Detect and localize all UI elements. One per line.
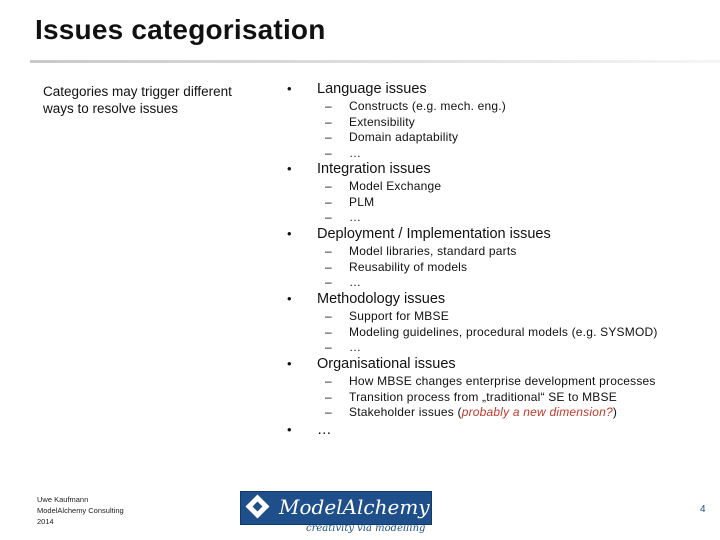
sub-item-suffix: ) xyxy=(612,405,618,419)
sub-item-base-text: Support for MBSE xyxy=(349,309,449,323)
sub-item-base-text: Modeling guidelines, procedural models (e.g. SYSMOD) xyxy=(349,324,658,339)
sub-item-base-text: Extensibility xyxy=(349,114,415,129)
slide-title: Issues categorisation xyxy=(35,14,326,45)
sub-item xyxy=(0,244,720,260)
sub-item xyxy=(0,340,720,356)
sub-item-text xyxy=(349,275,361,289)
author-company: ModelAlchemy Consulting xyxy=(37,506,124,515)
sub-item xyxy=(0,115,720,131)
sub-item-base-text: PLM xyxy=(349,194,375,209)
dash-icon: – xyxy=(325,389,332,404)
category-label: Language issues xyxy=(317,81,427,97)
sub-item-text xyxy=(349,244,517,258)
modelalchemy-logo xyxy=(240,491,432,525)
bullet-icon: • xyxy=(287,356,292,371)
dash-icon: – xyxy=(325,145,332,160)
sub-item xyxy=(0,99,720,115)
sub-item-base-text: … xyxy=(349,275,362,289)
logo-text: ModelAlchemy xyxy=(279,495,430,519)
dash-icon: – xyxy=(325,309,332,323)
sub-item-base-text: Stakeholder issues ( xyxy=(349,405,462,419)
dash-icon: – xyxy=(325,324,332,339)
dash-icon: – xyxy=(325,275,332,289)
dash-icon: – xyxy=(325,210,332,224)
sub-item-text xyxy=(349,99,506,113)
sub-item-text xyxy=(349,325,658,339)
author-year: 2014 xyxy=(37,517,54,526)
sub-item-base-text: … xyxy=(349,340,362,354)
bullet-icon: • xyxy=(287,161,292,176)
sub-item xyxy=(0,405,720,421)
sub-item-text xyxy=(349,405,617,419)
sub-item xyxy=(0,195,720,211)
dash-icon: – xyxy=(325,374,332,388)
sub-item-base-text: Reusability of models xyxy=(349,259,468,274)
sub-item-text xyxy=(349,260,467,274)
dash-icon: – xyxy=(325,114,332,129)
sub-item xyxy=(0,309,720,325)
sub-item-base-text: Domain adaptability xyxy=(349,130,459,144)
dash-icon: – xyxy=(325,259,332,274)
sub-item-text xyxy=(349,195,374,209)
category-label: … xyxy=(317,422,332,438)
sub-item-text xyxy=(349,309,449,323)
dash-icon: – xyxy=(325,405,332,419)
footer-author xyxy=(37,494,124,527)
sub-item-text xyxy=(349,146,361,160)
sub-item xyxy=(0,374,720,390)
sub-item-text xyxy=(349,115,415,129)
sub-item-text xyxy=(349,179,441,193)
sub-item xyxy=(0,275,720,291)
sub-item-text xyxy=(349,130,458,144)
category-label: Integration issues xyxy=(317,161,431,177)
category-label: Organisational issues xyxy=(317,356,456,372)
dash-icon: – xyxy=(325,99,332,113)
left-note: Categories may trigger different ways to resolve issues xyxy=(43,84,232,116)
sub-item xyxy=(0,130,720,146)
sub-item xyxy=(0,146,720,162)
sub-item-base-text: Constructs (e.g. mech. eng.) xyxy=(349,99,506,113)
bullet-icon: • xyxy=(287,422,292,437)
bullet-icon: • xyxy=(287,81,292,96)
highlight-text: probably a new dimension? xyxy=(461,405,613,419)
diamond-logo-icon xyxy=(245,494,269,518)
dash-icon: – xyxy=(325,340,332,354)
author-name: Uwe Kaufmann xyxy=(37,495,89,504)
sub-item xyxy=(0,390,720,406)
sub-item-text xyxy=(349,210,361,224)
sub-item xyxy=(0,260,720,276)
sub-item xyxy=(0,325,720,341)
sub-item-text xyxy=(349,390,617,404)
category-label: Methodology issues xyxy=(317,291,446,307)
bullet-icon: • xyxy=(287,226,292,241)
sub-item-base-text: Model Exchange xyxy=(349,179,442,193)
category-label: Deployment / Implementation issues xyxy=(317,226,551,242)
sub-item-base-text: Model libraries, standard parts xyxy=(349,244,517,258)
dash-icon: – xyxy=(325,194,332,209)
sub-item-base-text: … xyxy=(349,210,362,224)
sub-item-text xyxy=(349,374,656,388)
sub-item xyxy=(0,179,720,195)
dash-icon: – xyxy=(325,244,332,258)
dash-icon: – xyxy=(325,179,332,193)
page-number: 4 xyxy=(700,504,706,515)
sub-item-base-text: … xyxy=(349,145,362,160)
sub-item-base-text: Transition process from „traditional“ SE to MBSE xyxy=(349,389,617,404)
dash-icon: – xyxy=(325,130,332,144)
bullet-icon: • xyxy=(287,291,292,306)
sub-item-base-text: How MBSE changes enterprise development processes xyxy=(349,374,656,388)
logo-tagline: creativity via modelling xyxy=(306,523,426,534)
sub-item-text xyxy=(349,340,361,354)
sub-item xyxy=(0,210,720,226)
